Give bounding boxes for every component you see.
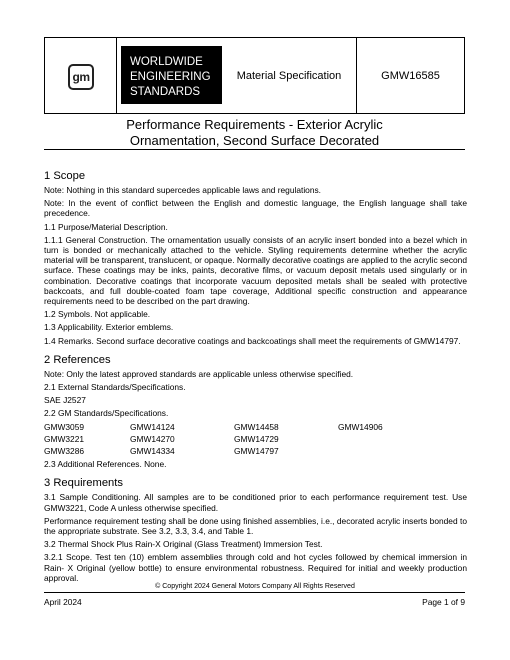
standard-ref: GMW14906 — [338, 421, 383, 432]
paragraph: 3.2 Thermal Shock Plus Rain-X Original (Glass Treatment) Immersion Test. — [44, 539, 323, 550]
footer-divider — [44, 592, 465, 593]
paragraph: 1.1.1 General Construction. The ornamentation usually consists of an acrylic insert bonded into a bezel which in turn is bonded or mechanically attached to the vehicle. Styling requirements determine whether the acrylic material will be transparent, translucent, or opaque. Normally decorative coatings are applied to the acrylic second surface. These coatings may be inks, paints, decorative films, or vacuum deposit metals used singularly or in combination. Decorative coatings that incorporate vacuum deposited metals shall be sealed with protective backcoats, and full double-coated foam tape coverage, Additional specific construction and appearance requirements need to be described on the part drawing. — [44, 234, 467, 307]
standard-ref: GMW3059 — [44, 421, 85, 432]
standard-ref — [338, 434, 438, 444]
title-divider — [44, 149, 465, 150]
paragraph: 1.4 Remarks. Second surface decorative coatings and backcoatings shall meet the requirements of GMW14797. — [44, 335, 461, 346]
copyright-notice: © Copyright 2024 General Motors Company All Rights Reserved — [155, 583, 355, 590]
standard-ref — [338, 446, 438, 456]
document-title — [44, 117, 465, 149]
standards-line: WORLDWIDE — [130, 56, 203, 68]
gm-logo: gm — [68, 64, 94, 90]
section-heading: 1 Scope — [44, 170, 86, 182]
standard-ref: GMW14270 — [130, 433, 175, 444]
paragraph: SAE J2527 — [44, 395, 86, 406]
standards-line: ENGINEERING — [130, 71, 211, 83]
standard-ref: GMW3286 — [44, 446, 85, 457]
paragraph: 2.2 GM Standards/Specifications. — [44, 408, 169, 419]
section-heading: 2 References — [44, 353, 111, 366]
title-line: Ornamentation, Second Surface Decorated — [129, 133, 380, 148]
section-heading: 3 Requirements — [44, 477, 123, 490]
paragraph: 1.2 Symbols. Not applicable. — [44, 309, 151, 320]
paragraph: 1.1 Purpose/Material Description. — [44, 221, 168, 232]
document-header — [44, 37, 465, 114]
footer-date: April 2024 — [44, 597, 82, 607]
standard-ref: GMW14729 — [234, 433, 279, 444]
gm-standards-list — [44, 422, 467, 457]
title-line: Performance Requirements - Exterior Acrylic — [126, 117, 383, 132]
paragraph: Note: Nothing in this standard supercedes applicable laws and regulations. — [44, 185, 322, 195]
logo-cell — [45, 38, 117, 113]
standard-ref: GMW14797 — [234, 446, 279, 457]
paragraph: 3.1 Sample Conditioning. All samples are to be conditioned prior to each performance requirement test. Use GMW3221, Code A unless otherwise specified. — [44, 492, 467, 513]
standard-ref: GMW14458 — [234, 421, 279, 432]
paragraph: 1.3 Applicability. Exterior emblems. — [44, 322, 174, 333]
paragraph: Note: Only the latest approved standards are applicable unless otherwise specified. — [44, 368, 354, 379]
spec-number: GMW16585 — [381, 69, 440, 82]
section-references — [44, 354, 467, 470]
spec-type-label: Material Specification — [222, 38, 357, 113]
page-number: Page 1 of 9 — [422, 597, 465, 607]
paragraph: Note: In the event of conflict between the English and domestic language, the English language shall take precedence. — [44, 198, 467, 219]
standards-line: STANDARDS — [130, 86, 201, 98]
paragraph: 2.1 External Standards/Specifications. — [44, 382, 186, 393]
standards-banner — [121, 46, 222, 104]
section-requirements — [44, 477, 467, 583]
paragraph: 3.2.1 Scope. Test ten (10) emblem assemblies through cold and hot cycles followed by chemical immersion in Rain- X Original (yellow bottle) to ensure environmental robustness. Required for initial and weekly production approval. — [44, 552, 467, 583]
document-body — [44, 170, 467, 591]
section-scope — [44, 170, 467, 346]
paragraph: 2.3 Additional References. None. — [44, 459, 167, 470]
paragraph: Performance requirement testing shall be done using finished assemblies, i.e., decorated acrylic inserts bonded to the appropriate substrate. See 3.2, 3.3, 3.4, and Table 1. — [44, 515, 467, 537]
standard-ref: GMW14124 — [130, 421, 175, 432]
standard-ref: GMW3221 — [44, 433, 85, 444]
standard-ref: GMW14334 — [130, 446, 175, 457]
